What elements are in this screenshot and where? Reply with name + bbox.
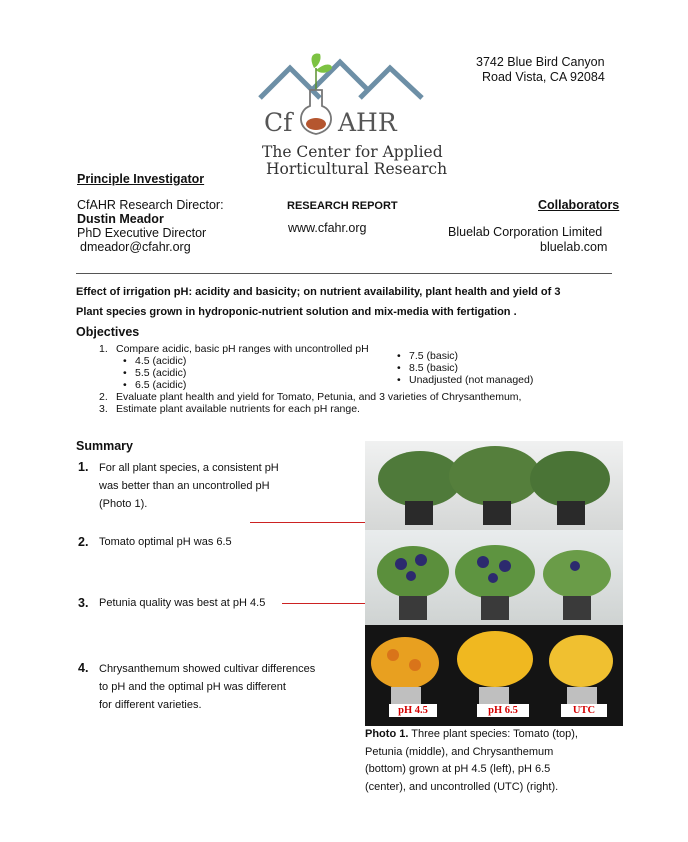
objective-bullet-right: • 8.5 (basic) <box>409 362 458 374</box>
pi-email[interactable]: dmeador@cfahr.org <box>80 240 191 254</box>
tomato-plants-image <box>365 441 623 530</box>
objective-bullet-right: • Unadjusted (not managed) <box>409 374 533 386</box>
objective-bullet-left: • 5.5 (acidic) <box>135 367 186 379</box>
summary-item-1: For all plant species, a consistent pH was better than an uncontrolled pH (Photo 1). <box>99 462 279 510</box>
photo-label-utc: UTC <box>561 704 607 717</box>
address-line-1: 3742 Blue Bird Canyon <box>476 55 605 69</box>
objective-2-num: 2. <box>99 391 108 403</box>
pi-name: Dustin Meador <box>77 212 164 226</box>
summary-heading: Summary <box>76 439 133 453</box>
chrysanthemum-panel <box>365 625 623 726</box>
summary-2-num: 2. <box>78 535 89 549</box>
photo-label-ph65: pH 6.5 <box>477 704 529 717</box>
objective-3-num: 3. <box>99 403 108 415</box>
logo-tagline-2: Horticultural Research <box>266 160 448 178</box>
report-title-line-1: Effect of irrigation pH: acidity and basicity; on nutrient availability, plant health and yield of 3 <box>76 286 561 298</box>
collaborators-heading: Collaborators <box>538 198 620 212</box>
pi-heading: Principle Investigator <box>77 172 205 186</box>
objectives-heading: Objectives <box>76 325 140 339</box>
summary-4-num: 4. <box>78 661 89 675</box>
objective-1-num: 1. <box>99 343 108 355</box>
petunia-plants-image <box>365 530 623 625</box>
report-website[interactable]: www.cfahr.org <box>288 221 367 235</box>
objective-3-text: Estimate plant available nutrients for each pH range. <box>116 403 360 415</box>
collaborator-website[interactable]: bluelab.com <box>540 240 608 254</box>
cfahr-logo <box>250 50 448 180</box>
logo-text-ahr: AHR <box>338 108 397 137</box>
petunia-panel <box>365 530 623 625</box>
divider <box>76 273 612 274</box>
summary-1-num: 1. <box>78 460 89 474</box>
objective-2-text: Evaluate plant health and yield for Tomato, Petunia, and 3 varieties of Chrysanthemum, <box>116 391 522 403</box>
photo-label-ph45: pH 4.5 <box>389 704 437 717</box>
report-title-line-2: Plant species grown in hydroponic-nutrient solution and mix-media with fertigation . <box>76 306 517 318</box>
objective-bullet-left: • 6.5 (acidic) <box>135 379 186 391</box>
photo-1 <box>365 441 623 726</box>
tomato-panel <box>365 441 623 530</box>
summary-item-4: Chrysanthemum showed cultivar differences to pH and the optimal pH was different for different varieties. <box>99 663 316 711</box>
address-line-2: Road Vista, CA 92084 <box>482 70 605 84</box>
objective-1-text: Compare acidic, basic pH ranges with uncontrolled pH <box>116 343 369 355</box>
summary-item-2: Tomato optimal pH was 6.5 <box>99 536 232 548</box>
summary-3-num: 3. <box>78 596 89 610</box>
logo-tagline-1: The Center for Applied <box>262 143 443 161</box>
photo-caption: Photo 1. Three plant species: Tomato (top), Petunia (middle), and Chrysanthemum (bottom) grown at pH 4.5 (left), pH 6.5 (center), and uncontrolled (UTC) (right). <box>365 728 578 793</box>
report-label: RESEARCH REPORT <box>287 200 398 212</box>
objective-bullet-right: • 7.5 (basic) <box>409 350 458 362</box>
objective-bullet-left: • 4.5 (acidic) <box>135 355 186 367</box>
logo-text-cf: Cf <box>264 108 293 137</box>
pi-title: PhD Executive Director <box>77 226 207 240</box>
summary-item-3: Petunia quality was best at pH 4.5 <box>99 597 266 609</box>
collaborator-company: Bluelab Corporation Limited <box>448 225 603 239</box>
pi-role: CfAHR Research Director: <box>77 198 224 212</box>
